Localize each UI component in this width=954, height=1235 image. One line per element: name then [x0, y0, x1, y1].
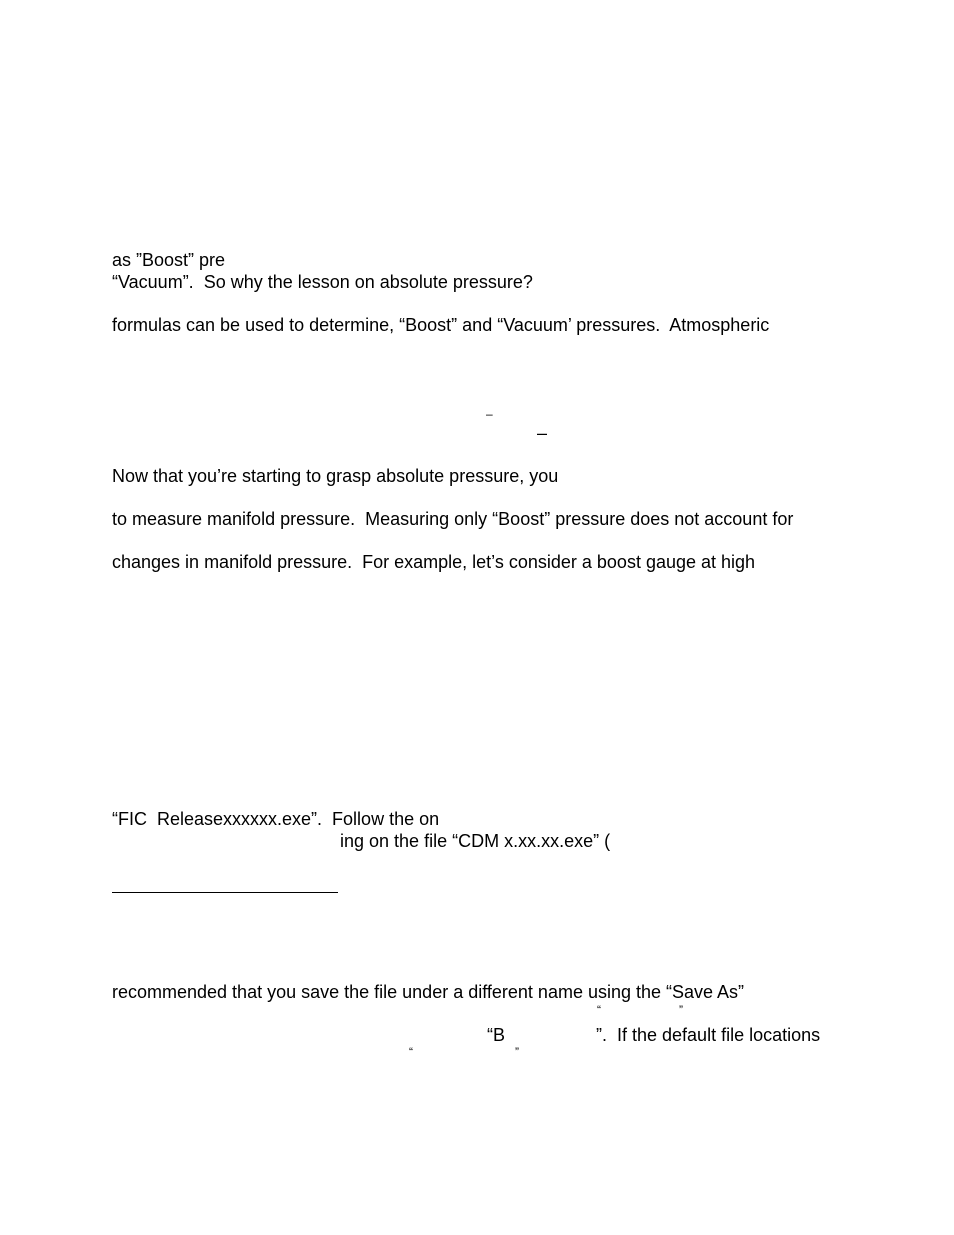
quote-mark: ” [679, 1003, 683, 1017]
quote-mark: “ [597, 1003, 601, 1017]
text-line: formulas can be used to determine, “Boost” and “Vacuum’ pressures. Atmospheric [112, 315, 770, 335]
text-line: ”. If the default file locations [596, 1025, 821, 1045]
dash-mark: – [486, 407, 493, 421]
text-line: as ”Boost” pre [112, 250, 226, 270]
quote-mark: “ [409, 1045, 413, 1059]
text-line: ing on the file “CDM x.xx.xx.exe” ( [340, 831, 611, 851]
text-line: changes in manifold pressure. For example, let’s consider a boost gauge at high [112, 552, 756, 572]
text-fragment: “B [487, 1025, 505, 1045]
text-line: to measure manifold pressure. Measuring only “Boost” pressure does not account for [112, 509, 794, 529]
quote-mark: ” [515, 1045, 519, 1059]
text-line: recommended that you save the file under a different name using the “Save As” [112, 982, 745, 1002]
text-line: Now that you’re starting to grasp absolute pressure, you [112, 466, 559, 486]
dash-mark: – [537, 423, 548, 443]
text-line: “Vacuum”. So why the lesson on absolute pressure? [112, 272, 533, 292]
text-line: “FIC Releasexxxxxx.exe”. Follow the on [112, 809, 440, 829]
footnote-separator [112, 892, 338, 893]
